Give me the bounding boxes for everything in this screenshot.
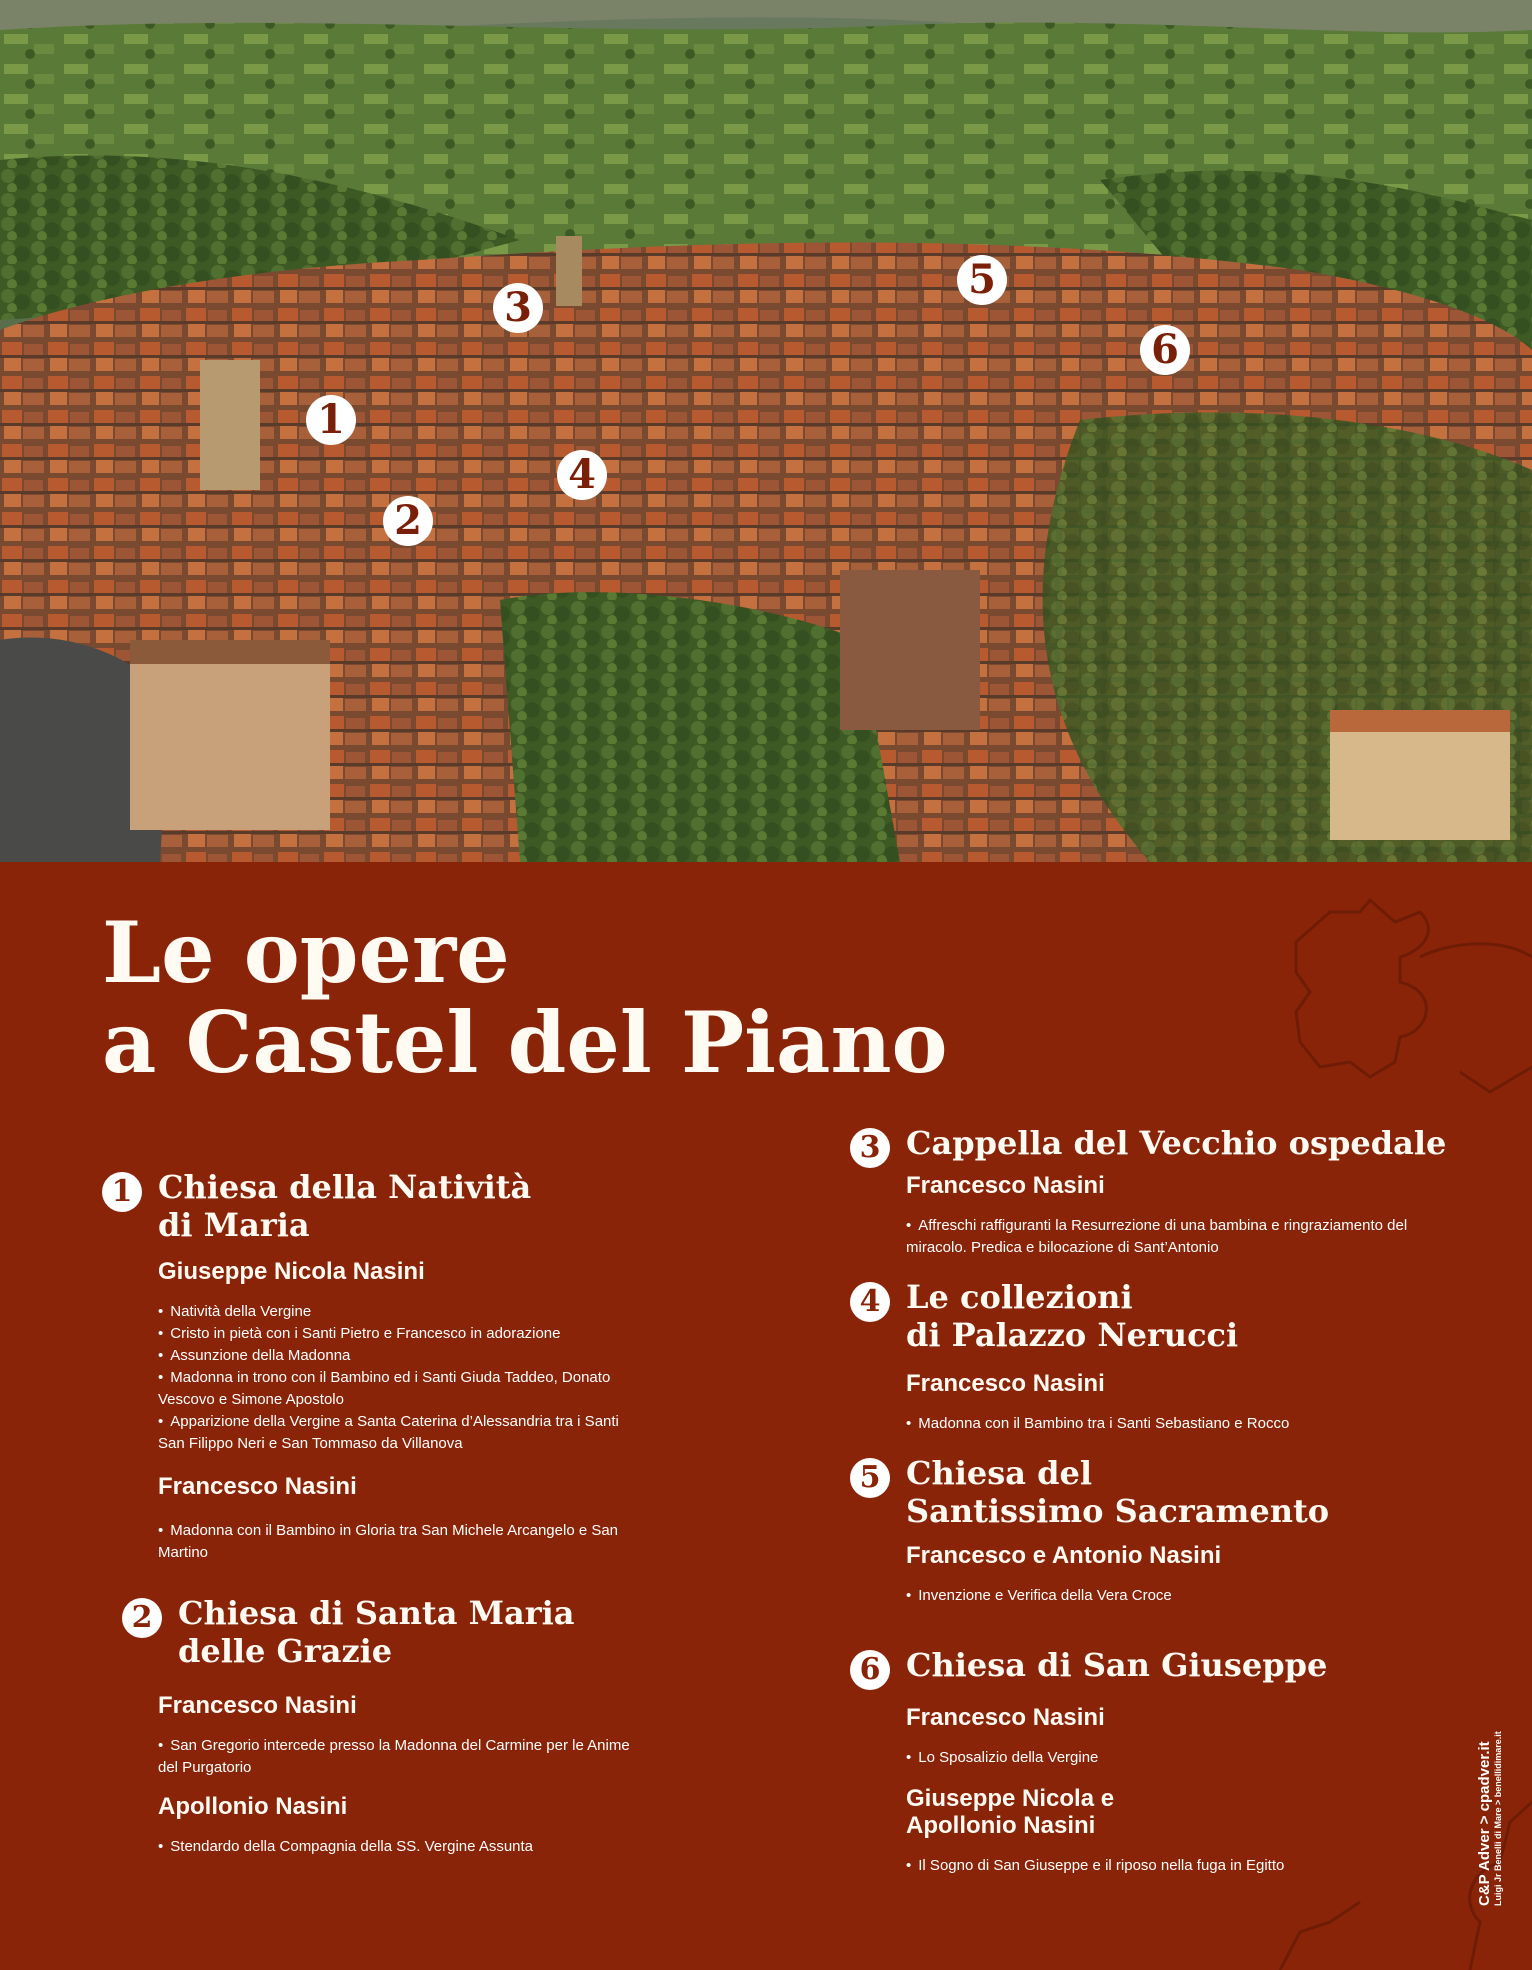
artist-name: Francesco e Antonio Nasini	[906, 1542, 1222, 1569]
content-panel	[0, 862, 1532, 1970]
town-illustration	[0, 0, 1532, 862]
artist-name: Apollonio Nasini	[158, 1793, 348, 1820]
church-title: Le collezioni di Palazzo Nerucci	[906, 1278, 1239, 1354]
section-number-badge: 3	[850, 1128, 890, 1168]
list-item: • San Gregorio intercede presso la Madonna del Carmine per le Anime del Purgatorio	[158, 1735, 642, 1779]
artist-name: Giuseppe Nicola e Apollonio Nasini	[906, 1785, 1115, 1839]
list-item: • Apparizione della Vergine a Santa Caterina d’Alessandria tra i Santi San Filippo Neri e San Tommaso da Villanova	[158, 1411, 622, 1455]
section-5	[850, 1454, 1450, 1607]
list-item: • Madonna con il Bambino in Gloria tra San Michele Arcangelo e San Martino	[158, 1520, 622, 1564]
map-marker-3: 3	[493, 283, 543, 333]
works-list	[158, 1301, 622, 1455]
list-item: • Natività della Vergine	[158, 1301, 622, 1323]
list-item: • Madonna in trono con il Bambino ed i Santi Giuda Taddeo, Donato Vescovo e Simone Apostolo	[158, 1367, 622, 1411]
works-list	[906, 1855, 1450, 1877]
artist-name: Francesco Nasini	[906, 1370, 1105, 1397]
list-item: • Assunzione della Madonna	[158, 1345, 622, 1367]
section-number-badge: 2	[122, 1598, 162, 1638]
section-number-badge: 6	[850, 1650, 890, 1690]
artist-name: Francesco Nasini	[158, 1473, 357, 1500]
church-title: Chiesa di Santa Maria delle Grazie	[178, 1594, 575, 1670]
map-marker-5: 5	[957, 255, 1007, 305]
works-list	[158, 1520, 622, 1564]
artist-name: Francesco Nasini	[906, 1172, 1105, 1199]
church-title: Chiesa di San Giuseppe	[906, 1646, 1328, 1684]
section-number-badge: 1	[102, 1172, 142, 1212]
title-line-2: a Castel del Piano	[102, 993, 948, 1092]
title-line-1: Le opere	[102, 903, 510, 1002]
section-6	[850, 1646, 1450, 1877]
artist-name: Francesco Nasini	[906, 1704, 1105, 1731]
credit-line-1: C&P Adver > cpadver.it	[1476, 1741, 1493, 1906]
list-item: • Invenzione e Verifica della Vera Croce	[906, 1585, 1450, 1607]
aerial-town-photo	[0, 0, 1532, 862]
works-list	[158, 1836, 642, 1858]
credit-line-2: Luigi Jr Benelli di Mare > benellidimare.it	[1493, 1731, 1503, 1906]
section-number-badge: 5	[850, 1458, 890, 1498]
list-item: • Madonna con il Bambino tra i Santi Sebastiano e Rocco	[906, 1413, 1450, 1435]
list-item: • Stendardo della Compagnia della SS. Vergine Assunta	[158, 1836, 642, 1858]
map-marker-2: 2	[383, 496, 433, 546]
list-item: • Cristo in pietà con i Santi Pietro e Francesco in adorazione	[158, 1323, 622, 1345]
map-marker-1: 1	[306, 395, 356, 445]
map-marker-6: 6	[1140, 325, 1190, 375]
list-item: • Il Sogno di San Giuseppe e il riposo nella fuga in Egitto	[906, 1855, 1450, 1877]
section-number-badge: 4	[850, 1282, 890, 1322]
list-item: • Lo Sposalizio della Vergine	[906, 1747, 1450, 1769]
works-list	[906, 1215, 1450, 1259]
section-1	[102, 1168, 622, 1564]
section-2	[122, 1594, 642, 1858]
page-title	[102, 903, 948, 1092]
works-list	[906, 1585, 1450, 1607]
artist-name: Giuseppe Nicola Nasini	[158, 1258, 425, 1285]
artist-name: Francesco Nasini	[158, 1692, 357, 1719]
list-item: • Affreschi raffiguranti la Resurrezione di una bambina e ringraziamento del miracolo. Predica e bilocazione di Sant’Antonio	[906, 1215, 1450, 1259]
map-marker-4: 4	[557, 450, 607, 500]
church-title: Cappella del Vecchio ospedale	[906, 1124, 1447, 1162]
works-list	[158, 1735, 642, 1779]
church-title: Chiesa della Natività di Maria	[158, 1168, 532, 1244]
church-title: Chiesa del Santissimo Sacramento	[906, 1454, 1330, 1530]
section-3	[850, 1124, 1450, 1259]
works-list	[906, 1413, 1450, 1435]
credit-text	[1476, 1731, 1504, 1906]
works-list	[906, 1747, 1450, 1769]
section-4	[850, 1278, 1450, 1435]
